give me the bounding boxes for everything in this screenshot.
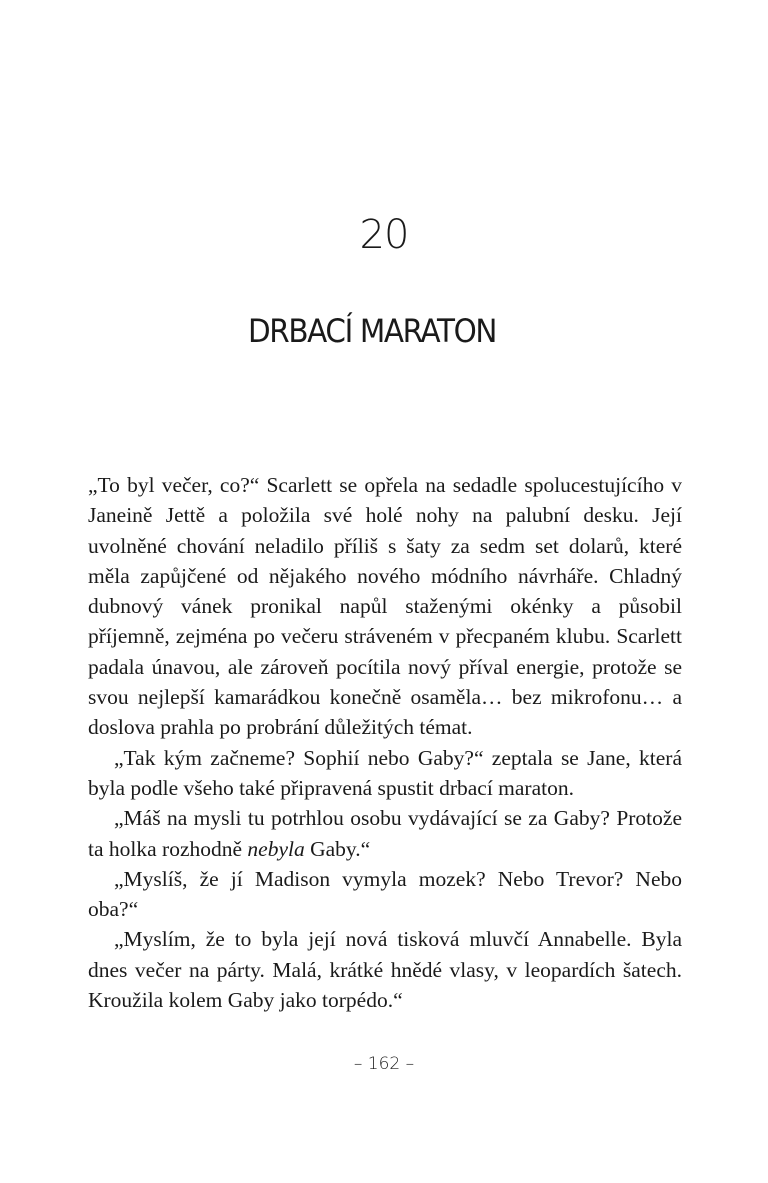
paragraph: [88, 864, 682, 925]
paragraph-text: „Myslím, že to byla její nová tisková mluvčí Annabelle. Byla dnes večer na párty. Malá, krátké hnědé vlasy, v leopardích šatech. Kroužila kolem Gaby jako torpédo.“: [88, 927, 682, 1013]
paragraph: [88, 743, 682, 804]
paragraph-text: „Myslíš, že jí Madison vymyla mozek? Nebo Trevor? Nebo oba?“: [88, 866, 682, 922]
chapter-number: 20: [359, 212, 409, 258]
paragraph: [88, 803, 682, 864]
body-text: [88, 470, 682, 1015]
page-number: – 162 –: [353, 1054, 415, 1074]
paragraph: [88, 924, 682, 1015]
paragraph-text: „To byl večer, co?“ Scarlett se opřela na sedadle spolucestujícího v Janeině Jettě a položila své holé nohy na palubní desku. Její uvolněné chování neladilo příliš s šaty za sedm set dolarů, které měla zapůjčené od nějakého nového módního návrháře. Chladný dubnový vánek pronikal napůl staženými okénky a působil příjemně, zejména po večeru stráveném v přecpaném klubu. Scarlett padala únavou, ale zároveň pocítila nový příval energie, protože se svou nejlepší kamarádkou konečně osaměla… bez mikrofonu… a doslova prahla po probrání důležitých témat.: [88, 473, 682, 740]
chapter-title: DRBACÍ MARATON: [247, 312, 497, 350]
paragraph: [88, 470, 682, 743]
paragraph-text: „Tak kým začneme? Sophií nebo Gaby?“ zeptala se Jane, která byla podle všeho také připravená spustit drbací maraton.: [88, 745, 682, 800]
paragraph-text: „Máš na mysli tu potrhlou osobu vydávající se za Gaby? Protože ta holka rozhodně: [88, 806, 682, 861]
emphasis-text: nebyla: [247, 836, 305, 861]
paragraph-text: Gaby.“: [304, 836, 371, 861]
